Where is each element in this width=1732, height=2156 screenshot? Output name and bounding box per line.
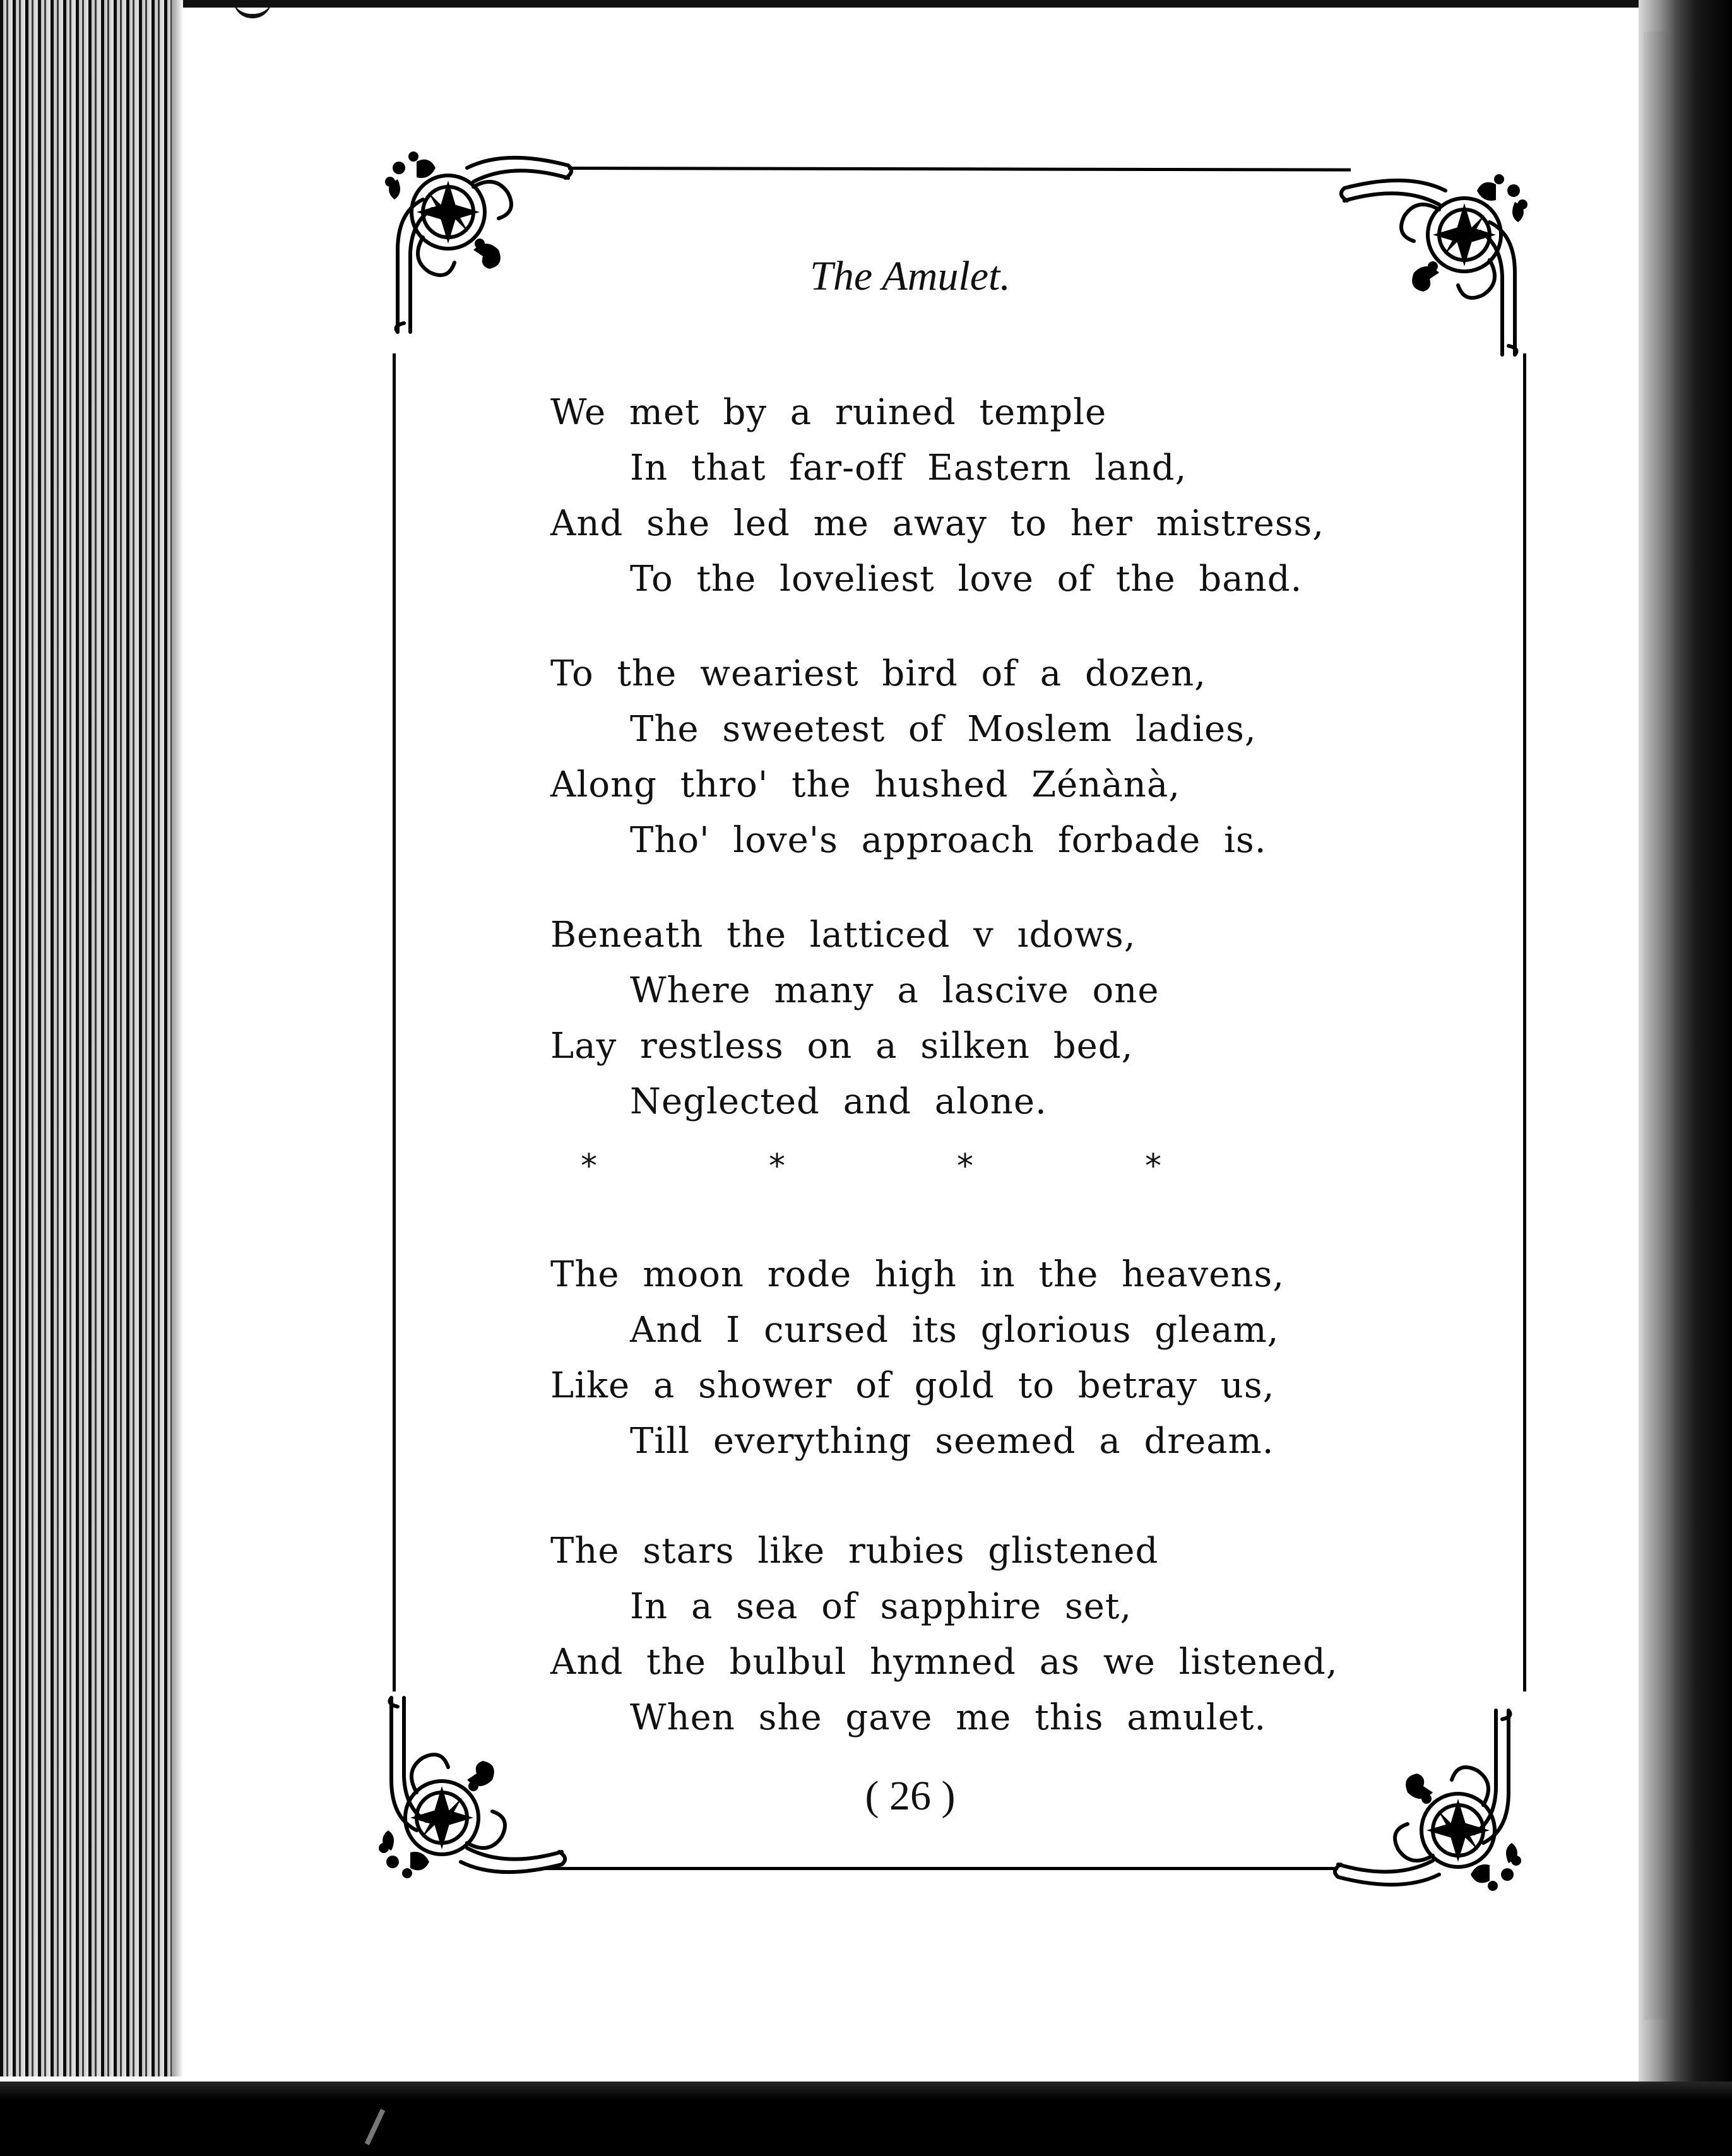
page-number: ( 26 )	[865, 1773, 956, 1819]
frame-right-rule	[1523, 353, 1526, 1691]
asterisk-icon: *	[957, 1147, 973, 1185]
poem-line: In a sea of sapphire set,	[630, 1586, 1132, 1627]
poem-line: Till everything seemed a dream.	[630, 1421, 1274, 1462]
asterisk-icon: *	[581, 1147, 597, 1185]
poem-line: To the weariest bird of a dozen,	[550, 653, 1207, 694]
poem-line: And I cursed its glorious gleam,	[630, 1310, 1279, 1351]
stanza-gap	[550, 868, 1472, 908]
frame-bottom-rule	[543, 1867, 1338, 1870]
poem-line: And she led me away to her mistress,	[550, 503, 1325, 544]
stanza-1	[550, 385, 1472, 607]
floral-corner-ornament-icon	[379, 143, 574, 338]
poem-line: In that far-off Eastern land,	[630, 447, 1187, 489]
scan-bottom-edge	[0, 2082, 1732, 2156]
poem-line: The stars like rubies glistened	[550, 1531, 1159, 1572]
poem-line: Along thro' the hushed Zénànà,	[550, 764, 1181, 805]
poem-line: Like a shower of gold to betray us,	[550, 1365, 1275, 1406]
stanza-gap	[550, 607, 1472, 646]
poem-line: When she gave me this amulet.	[630, 1697, 1267, 1738]
poem-line: Tho' love's approach forbade is.	[630, 820, 1267, 861]
poem-line: The moon rode high in the heavens,	[550, 1254, 1284, 1295]
asterisk-icon: *	[769, 1147, 785, 1185]
facing-page-shadow	[1644, 32, 1669, 2020]
asterisk-icon: *	[1145, 1147, 1161, 1185]
stanza-3	[550, 908, 1472, 1130]
frame-left-rule	[393, 353, 396, 1691]
stanza-5	[550, 1524, 1472, 1746]
poem-line: And the bulbul hymned as we listened,	[550, 1642, 1338, 1683]
book-page-edges-left	[0, 0, 183, 2076]
poem-line: We met by a ruined temple	[550, 392, 1107, 433]
stanza-2	[550, 646, 1472, 868]
stanza-gap	[550, 1469, 1472, 1524]
poem-line: Beneath the latticed v ıdows,	[550, 915, 1136, 956]
poem-line: Lay restless on a silken bed,	[550, 1026, 1134, 1067]
running-title: The Amulet.	[810, 253, 1011, 299]
poem-line: Where many a lascive one	[630, 970, 1160, 1011]
stanza-4	[550, 1247, 1472, 1469]
poem-line: Neglected and alone.	[630, 1081, 1047, 1122]
poem-line: To the loveliest love of the band.	[630, 559, 1303, 600]
asterism-separator	[581, 1147, 1161, 1185]
poem-body	[550, 385, 1472, 1746]
poem-line: The sweetest of Moslem ladies,	[630, 709, 1257, 750]
